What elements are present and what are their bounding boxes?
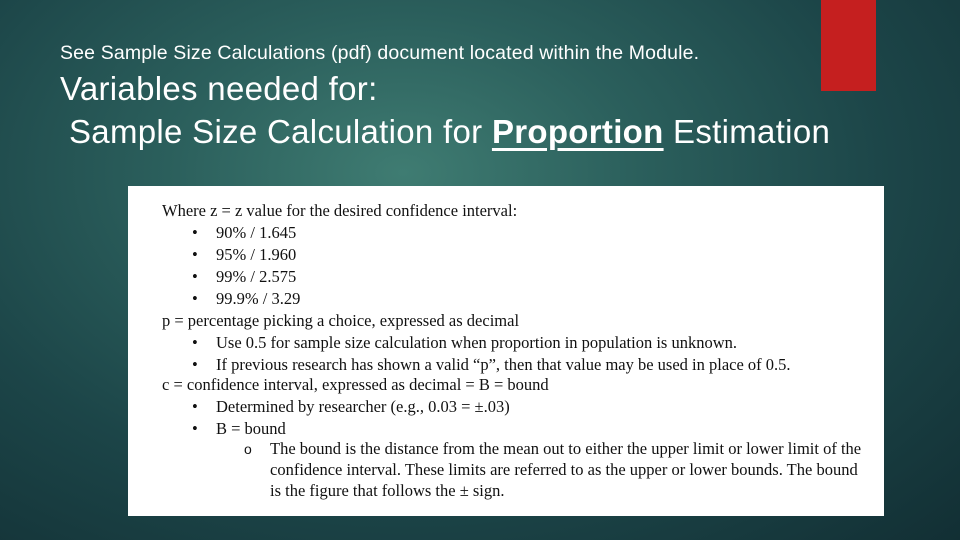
accent-bar — [821, 0, 876, 91]
slide-title-line-2 — [69, 113, 830, 151]
p-list-item: • Use 0.5 for sample size calculation when proportion in population is unknown. — [192, 333, 738, 352]
p-heading: p = percentage picking a choice, expressed as decimal — [162, 311, 520, 330]
title-text-post: Estimation — [663, 113, 831, 150]
z-list-item: • 95% / 1.960 — [192, 245, 297, 264]
c-list-item: • Determined by researcher (e.g., 0.03 = ±.03) — [192, 397, 510, 416]
title-emphasis-proportion: Proportion — [491, 113, 664, 150]
document-excerpt — [128, 186, 884, 516]
p-list-item: • If previous research has shown a valid “p”, then that value may be used in place of 0.5. — [192, 355, 791, 374]
bullet-icon: • — [192, 355, 198, 374]
z-list-item: • 99.9% / 3.29 — [192, 289, 301, 308]
title-text-pre: Sample Size Calculation for — [69, 113, 492, 150]
bullet-icon: • — [192, 267, 198, 286]
bullet-icon: • — [192, 397, 198, 416]
bullet-icon: • — [192, 289, 198, 308]
slide-title-line-1: Variables needed for: — [60, 70, 378, 107]
bullet-icon: • — [192, 223, 198, 242]
bullet-icon: • — [192, 333, 198, 352]
bound-definition — [244, 439, 870, 501]
bound-definition-text: The bound is the distance from the mean out to either the upper limit or lower limit of the confidence interval. These limits are referred to as the upper or lower bounds. The bound is the figure that follows the ± sign. — [270, 439, 862, 500]
bullet-icon: • — [192, 245, 198, 264]
c-heading: c = confidence interval, expressed as decimal = B = bound — [162, 375, 549, 394]
subtitle: See Sample Size Calculations (pdf) document located within the Module. — [60, 42, 700, 64]
z-list-item: • 90% / 1.645 — [192, 223, 297, 242]
z-list-item: • 99% / 2.575 — [192, 267, 297, 286]
bullet-icon: • — [192, 419, 198, 438]
c-list-item: • B = bound — [192, 419, 286, 438]
z-heading: Where z = z value for the desired confidence interval: — [162, 201, 518, 220]
circle-bullet-icon: o — [244, 441, 252, 457]
